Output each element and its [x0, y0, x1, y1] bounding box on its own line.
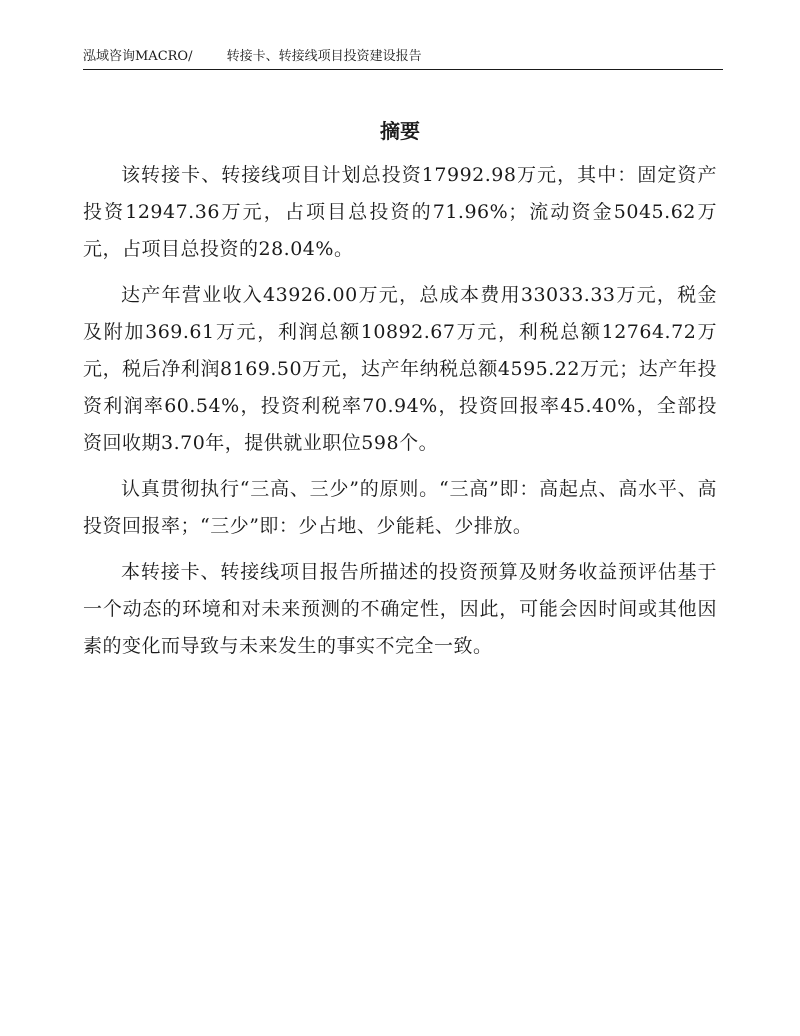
abstract-body: [83, 157, 717, 674]
paragraph-principles: 认真贯彻执行“三高、三少”的原则。“三高”即：高起点、高水平、高投资回报率；“三少”即：少占地、少能耗、少排放。: [83, 478, 717, 537]
header-document-title: 转接卡、转接线项目投资建设报告: [226, 49, 422, 64]
paragraph-disclaimer: 本转接卡、转接线项目报告所描述的投资预算及财务收益预评估基于一个动态的环境和对未来预测的不确定性，因此，可能会因时间或其他因素的变化而导致与未来发生的事实不完全一致。: [83, 561, 717, 657]
header-org-name: 泓域咨询MACRO/: [83, 49, 193, 64]
page-header: [83, 47, 723, 70]
paragraph-investment: 该转接卡、转接线项目计划总投资17992.98万元，其中：固定资产投资12947.36万元，占项目总投资的71.96%；流动资金5045.62万元，占项目总投资的28.04%。: [83, 164, 717, 260]
paragraph-financials: 达产年营业收入43926.00万元，总成本费用33033.33万元，税金及附加369.61万元，利润总额10892.67万元，利税总额12764.72万元，税后净利润8169.50万元，达产年纳税总额4595.22万元；达产年投资利润率60.54%，投资利税率70.94%，投资回报率45.40%，全部投资回收期3.70年，提供就业职位598个。: [83, 284, 717, 454]
page-title: 摘要: [380, 119, 420, 143]
